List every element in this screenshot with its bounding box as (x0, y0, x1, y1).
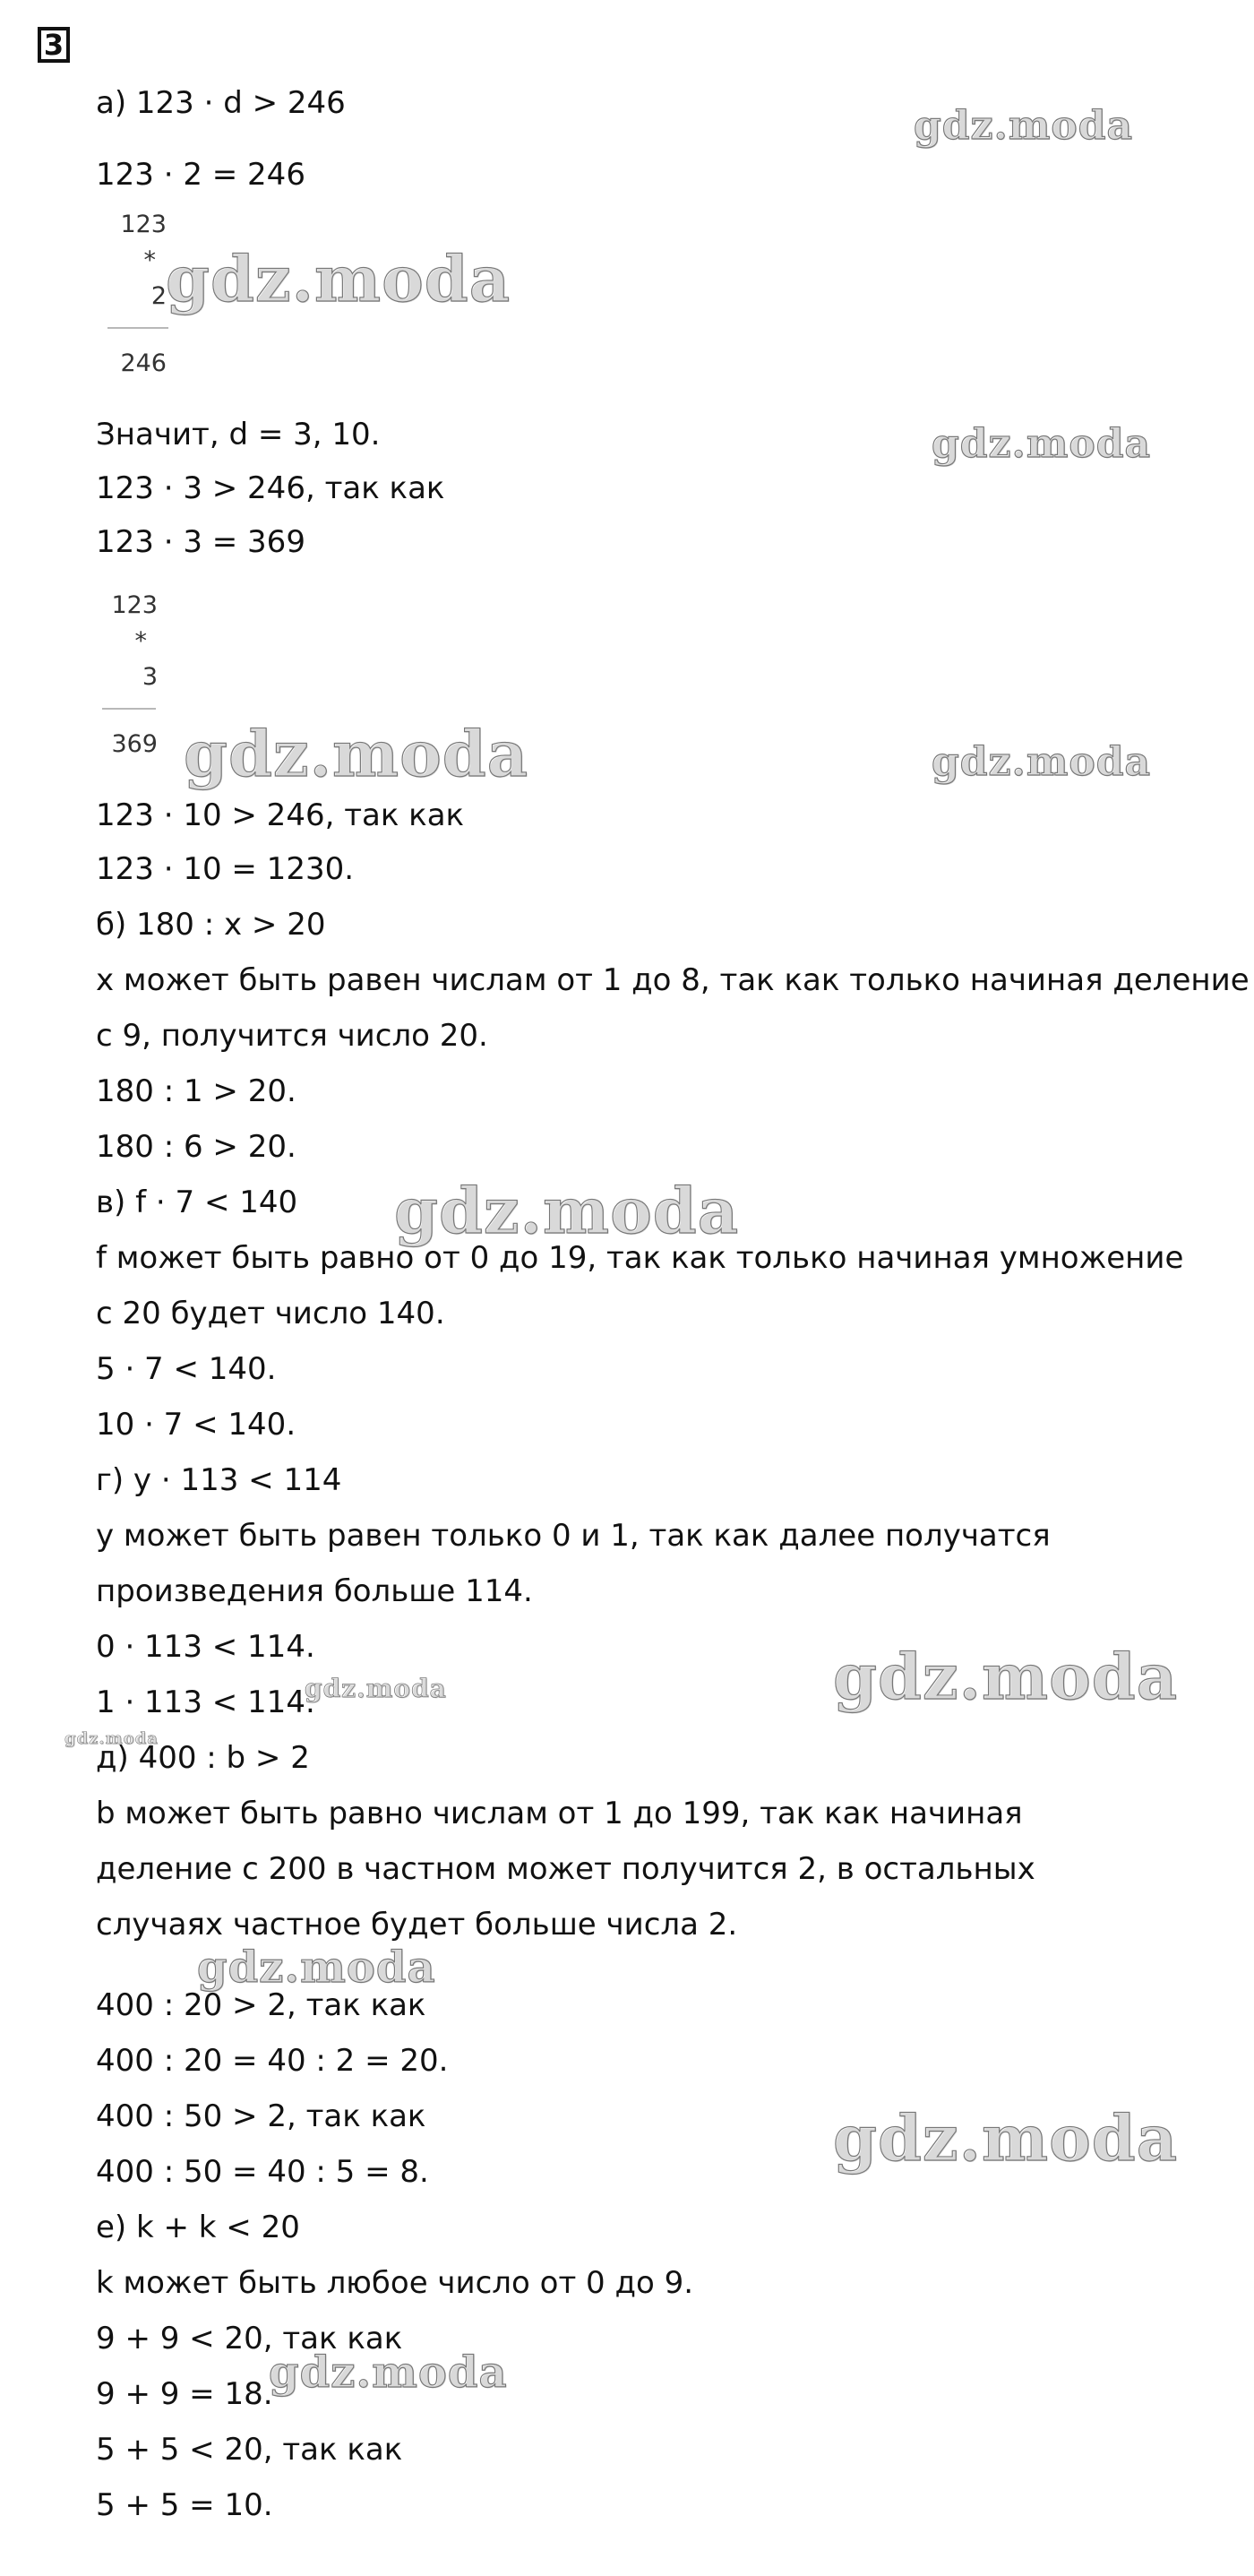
solution-line: 1 · 113 < 114. (96, 1684, 315, 1720)
solution-line: 10 · 7 < 140. (96, 1407, 296, 1443)
solution-line: 123 · 3 > 246, так как (96, 470, 445, 506)
watermark: gdz.moda (932, 739, 1152, 785)
calc-result: 369 (111, 730, 158, 758)
solution-line: 400 : 20 = 40 : 2 = 20. (96, 2043, 449, 2079)
solution-line: с 20 будет число 140. (96, 1296, 445, 1331)
solution-line: г) y · 113 < 114 (96, 1462, 342, 1498)
solution-line: е) k + k < 20 (96, 2210, 300, 2245)
watermark: gdz.moda (394, 1174, 740, 1248)
solution-line: f может быть равно от 0 до 19, так как только начиная умножение (96, 1240, 1184, 1276)
solution-line: 400 : 20 > 2, так как (96, 1987, 426, 2023)
watermark: gdz.moda (64, 1729, 159, 1748)
solution-line: k может быть любое число от 0 до 9. (96, 2265, 694, 2301)
solution-line: x может быть равен числам от 1 до 8, так как только начиная деление (96, 962, 1250, 998)
solution-line: 0 · 113 < 114. (96, 1629, 315, 1665)
calc-result: 246 (120, 349, 167, 377)
solution-line: 5 + 5 < 20, так как (96, 2432, 403, 2468)
column-multiplication-2 (106, 591, 158, 771)
solution-line: произведения больше 114. (96, 1573, 533, 1609)
watermark: gdz.moda (269, 2348, 508, 2398)
watermark: gdz.moda (914, 103, 1134, 149)
solution-line: д) 400 : b > 2 (96, 1740, 310, 1776)
solution-line: 180 : 1 > 20. (96, 1073, 296, 1109)
calc-operator: * (134, 627, 147, 655)
calc-top: 123 (111, 591, 158, 619)
solution-line: с 9, получится число 20. (96, 1018, 488, 1054)
solution-line: 9 + 9 < 20, так как (96, 2321, 403, 2356)
watermark: gdz.moda (833, 1640, 1179, 1714)
task-number-badge: 3 (38, 27, 70, 63)
solution-line: 400 : 50 = 40 : 5 = 8. (96, 2154, 429, 2190)
calc-divider (107, 327, 168, 329)
watermark: gdz.moda (305, 1674, 447, 1703)
solution-line: случаях частное будет больше числа 2. (96, 1907, 738, 1943)
solution-line: y может быть равен только 0 и 1, так как далее получатся (96, 1518, 1051, 1554)
calc-top: 123 (120, 211, 167, 238)
watermark: gdz.moda (932, 421, 1152, 467)
solution-line: Значит, d = 3, 10. (96, 417, 381, 452)
watermark: gdz.moda (197, 1943, 436, 1993)
solution-line: 9 + 9 = 18. (96, 2376, 273, 2412)
column-multiplication-1 (115, 211, 167, 390)
watermark: gdz.moda (166, 242, 511, 316)
solution-line: 400 : 50 > 2, так как (96, 2098, 426, 2134)
watermark: gdz.moda (184, 717, 529, 791)
calc-divider (102, 708, 156, 710)
solution-line: 123 · 3 = 369 (96, 524, 305, 560)
calc-factor: 3 (142, 663, 158, 691)
solution-line: 123 · 10 > 246, так как (96, 797, 465, 833)
solution-line: 5 + 5 = 10. (96, 2487, 273, 2523)
calc-factor: 2 (150, 282, 167, 310)
solution-line: а) 123 · d > 246 (96, 85, 346, 121)
solution-line: б) 180 : x > 20 (96, 907, 326, 943)
solution-line: деление с 200 в частном может получится 2, в остальных (96, 1851, 1035, 1887)
solution-line: 5 · 7 < 140. (96, 1351, 277, 1387)
solution-line: 180 : 6 > 20. (96, 1129, 296, 1165)
calc-operator: * (143, 246, 156, 274)
solution-line: 123 · 2 = 246 (96, 157, 305, 193)
solution-line: в) f · 7 < 140 (96, 1185, 298, 1220)
solution-line: b может быть равно числам от 1 до 199, так как начиная (96, 1796, 1023, 1831)
watermark: gdz.moda (833, 2101, 1179, 2175)
solution-line: 123 · 10 = 1230. (96, 851, 355, 887)
